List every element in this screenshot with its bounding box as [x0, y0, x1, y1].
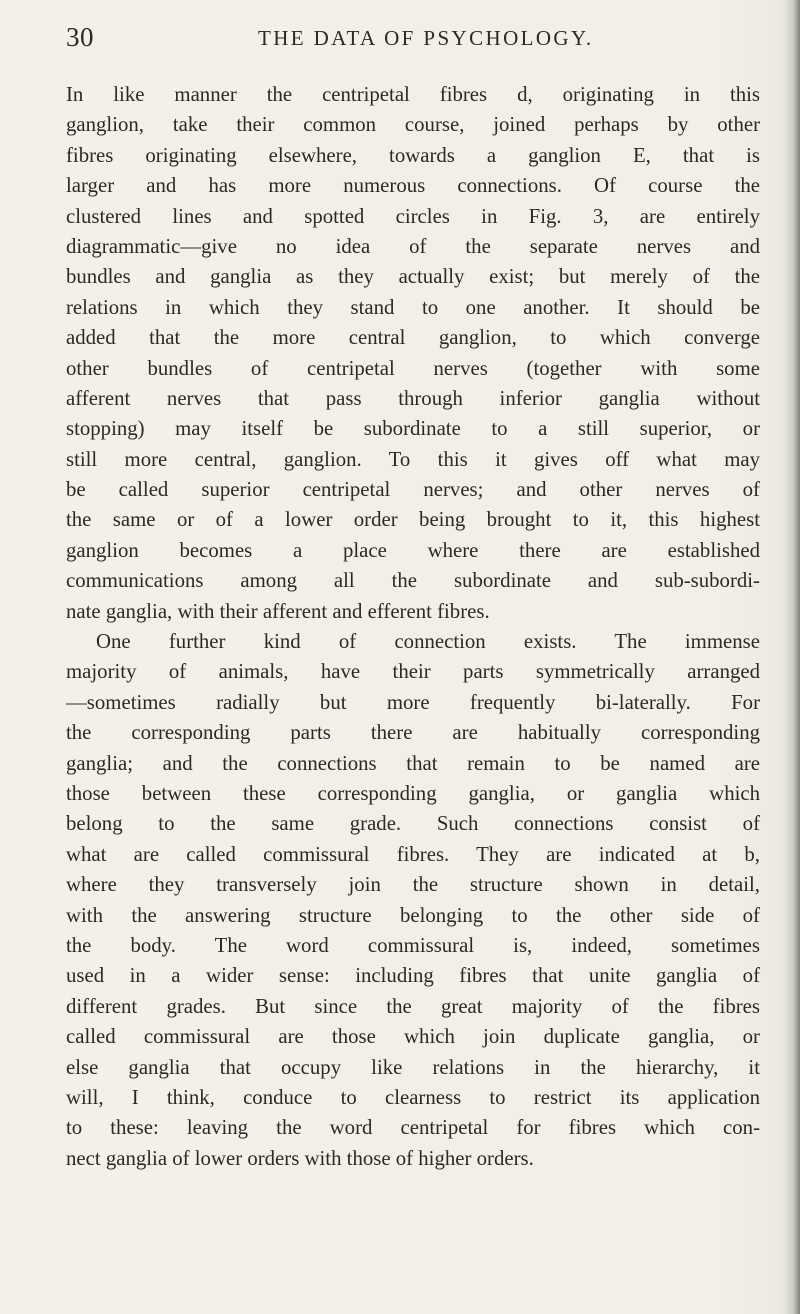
text-line: relations in which they stand to one another. It should be [66, 295, 760, 319]
text-line: the body. The word commissural is, indeed, sometimes [66, 933, 760, 957]
text-line: clustered lines and spotted circles in Fig. 3, are entirely [66, 204, 760, 228]
text-line: larger and has more numerous connections. Of course the [66, 174, 760, 198]
paragraph-end-line: nate ganglia, with their afferent and efferent fibres. [66, 599, 490, 623]
text-line: In like manner the centripetal fibres d, originating in this [66, 83, 760, 106]
text-line: still more central, ganglion. To this it gives off what may [66, 447, 760, 471]
page-header [66, 22, 760, 56]
text-line: afferent nerves that pass through inferior ganglia without [66, 386, 760, 410]
text-line: diagrammatic—give no idea of the separate nerves and [66, 234, 760, 258]
text-line: added that the more central ganglion, to which converge [66, 326, 760, 350]
text-line: ganglion, take their common course, joined perhaps by other [66, 113, 760, 137]
text-line: fibres originating elsewhere, towards a ganglion E, that is [66, 143, 760, 167]
running-head: THE DATA OF PSYCHOLOGY. [258, 26, 594, 50]
text-line: belong to the same grade. Such connections consist of [66, 812, 760, 836]
text-line: those between these corresponding ganglia, or ganglia which [66, 781, 760, 805]
text-line: —sometimes radially but more frequently bi-laterally. For [66, 690, 760, 714]
paragraph-start-line: One further kind of connection exists. The immense [96, 630, 760, 654]
text-line: the corresponding parts there are habitually corresponding [66, 721, 760, 745]
text-line: bundles and ganglia as they actually exist; but merely of the [66, 265, 760, 289]
text-line: other bundles of centripetal nerves (together with some [66, 356, 760, 380]
text-line: the same or of a lower order being brought to it, this highest [66, 508, 760, 532]
body-text [66, 80, 760, 1174]
text-line: used in a wider sense: including fibres that unite ganglia of [66, 964, 760, 988]
text-line: what are called commissural fibres. They are indicated at b, [66, 842, 760, 866]
page-edge-shadow [784, 0, 800, 1314]
text-line: be called superior centripetal nerves; and other nerves of [66, 478, 760, 502]
text-line: with the answering structure belonging to the other side of [66, 903, 760, 927]
text-line: ganglion becomes a place where there are established [66, 538, 760, 562]
text-line: called commissural are those which join duplicate ganglia, or [66, 1025, 760, 1049]
text-line: different grades. But since the great majority of the fibres [66, 994, 760, 1018]
page-number: 30 [66, 22, 94, 52]
text-line: majority of animals, have their parts symmetrically arranged [66, 660, 760, 684]
text-line: will, I think, conduce to clearness to restrict its application [66, 1085, 760, 1109]
text-line: else ganglia that occupy like relations in the hierarchy, it [66, 1055, 760, 1079]
text-line: to these: leaving the word centripetal for fibres which con- [66, 1116, 760, 1140]
paragraph-end-line: nect ganglia of lower orders with those of higher orders. [66, 1146, 534, 1170]
text-line: stopping) may itself be subordinate to a still superior, or [66, 417, 760, 441]
text-line: where they transversely join the structure shown in detail, [66, 873, 760, 897]
text-line: ganglia; and the connections that remain to be named are [66, 751, 760, 775]
text-line: communications among all the subordinate and sub-subordi- [66, 569, 760, 593]
